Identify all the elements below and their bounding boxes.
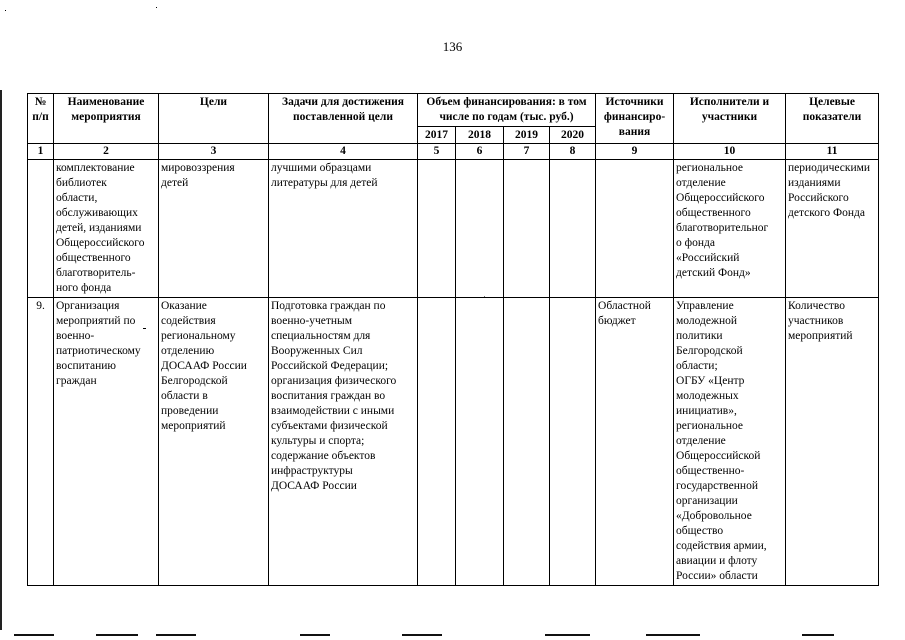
scan-speck — [156, 7, 157, 8]
row-goals-cell: Оказание содействия региональному отделению ДОСААФ России Белгородской области в проведении мероприятий — [159, 298, 269, 586]
scan-edge-left — [0, 90, 2, 630]
row-sources-cell — [596, 160, 674, 298]
column-number: 7 — [504, 144, 550, 160]
column-number: 11 — [786, 144, 879, 160]
row-executors-cell: региональное отделение Общероссийского общественного благотворительног о фонда «Российский детский Фонд» — [674, 160, 786, 298]
scan-bottom-line — [402, 634, 442, 636]
scan-speck — [5, 10, 6, 11]
column-number: 10 — [674, 144, 786, 160]
scan-bottom-line — [545, 634, 590, 636]
activities-table — [27, 93, 879, 586]
row-2018-cell — [456, 160, 504, 298]
row-2019-cell — [504, 298, 550, 586]
column-number: 2 — [54, 144, 159, 160]
row-2019-cell — [504, 160, 550, 298]
header-num: № п/п — [28, 94, 54, 144]
header-executors: Исполнители и участники — [674, 94, 786, 144]
row-targets-cell: периодическими изданиями Российского детского Фонда — [786, 160, 879, 298]
row-2020-cell — [550, 160, 596, 298]
scan-bottom-line — [156, 634, 196, 636]
row-name-cell: Организация мероприятий по военно- патриотическому воспитанию граждан — [54, 298, 159, 586]
scan-bottom-line — [96, 634, 138, 636]
header-tasks: Задачи для достижения поставленной цели — [269, 94, 418, 144]
header-targets: Целевые показатели — [786, 94, 879, 144]
table-row — [28, 298, 879, 586]
scan-bottom-line — [646, 634, 700, 636]
column-number: 9 — [596, 144, 674, 160]
page-number: 136 — [442, 39, 463, 54]
row-sources-cell: Областной бюджет — [596, 298, 674, 586]
scan-bottom-line — [14, 634, 54, 636]
row-2017-cell — [418, 160, 456, 298]
row-executors-cell: Управление молодежной политики Белгородской области; ОГБУ «Центр молодежных инициатив», региональное отделение Общероссийской общественно- государственной организации «Добровольное общество содействия армии, авиации и флоту России» области — [674, 298, 786, 586]
row-tasks-cell: Подготовка граждан по военно-учетным специальностям для Вооруженных Сил Российской Федерации; организация физического воспитания граждан во взаимодействии с иными субъектами физической культуры и спорта; содержание объектов инфраструктуры ДОСААФ России — [269, 298, 418, 586]
column-number: 1 — [28, 144, 54, 160]
header-goals: Цели — [159, 94, 269, 144]
column-number: 3 — [159, 144, 269, 160]
header-name: Наименование мероприятия — [54, 94, 159, 144]
column-number: 6 — [456, 144, 504, 160]
scan-bottom-line — [802, 634, 834, 636]
column-number: 4 — [269, 144, 418, 160]
row-2018-cell — [456, 298, 504, 586]
table-row — [28, 160, 879, 298]
row-num-cell: 9. — [28, 298, 54, 586]
column-number: 8 — [550, 144, 596, 160]
header-sources: Источники финансиро-вания — [596, 94, 674, 144]
row-name-cell: комплектование библиотек области, обслуживающих детей, изданиями Общероссийского общественного благотворитель- ного фонда — [54, 160, 159, 298]
row-goals-cell: мировоззрения детей — [159, 160, 269, 298]
row-num-cell — [28, 160, 54, 298]
scan-bottom-line — [300, 634, 330, 636]
row-tasks-cell: лучшими образцами литературы для детей — [269, 160, 418, 298]
table-header-row — [28, 94, 879, 127]
header-year-2017: 2017 — [418, 127, 456, 144]
row-2017-cell — [418, 298, 456, 586]
header-funding: Объем финансирования: в том числе по годам (тыс. руб.) — [418, 94, 596, 127]
row-targets-cell: Количество участников мероприятий — [786, 298, 879, 586]
header-year-2019: 2019 — [504, 127, 550, 144]
header-year-2018: 2018 — [456, 127, 504, 144]
column-number: 5 — [418, 144, 456, 160]
header-year-2020: 2020 — [550, 127, 596, 144]
row-2020-cell — [550, 298, 596, 586]
column-number-row — [28, 144, 879, 160]
